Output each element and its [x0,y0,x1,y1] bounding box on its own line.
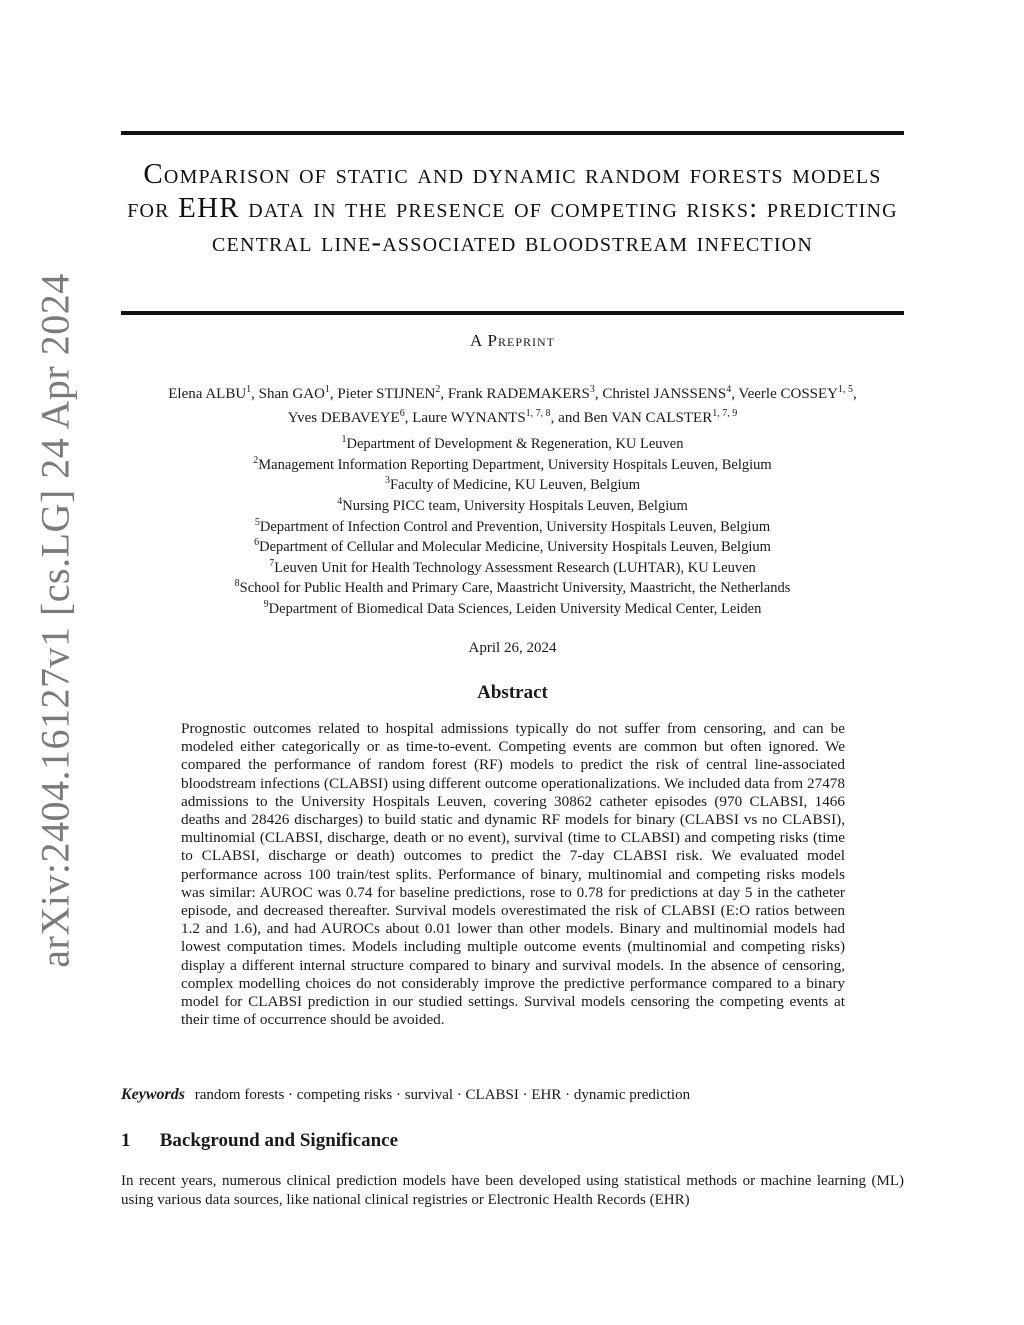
publication-date: April 26, 2024 [468,640,557,656]
title-top-rule [121,131,904,135]
author: Veerle COSSEY$^{1, 5}$, [738,384,857,402]
abstract-heading: Abstract [477,682,548,703]
author: Elena ALBU$^1$, [168,384,259,402]
affiliation: $^7$Leuven Unit for Health Technology Assessment Research (LUHTAR), KU Leuven [269,557,756,576]
title-bottom-rule [121,311,904,315]
paper-title: Comparison of static and dynamic random forests models for EHR data in the presence of competing risks: predicting central line-associated bloodstream infection [127,158,898,258]
author: Laure WYNANTS$^{1, 7, 8}$, and [412,408,584,426]
body-paragraph: In recent years, numerous clinical prediction models have been developed using statistical methods or machine learning (ML) using various data sources, like national clinical registries or Electronic Health Records (EHR) [121,1173,904,1208]
section-number: 1 [121,1130,131,1151]
author: Christel JANSSENS$^4$, [602,384,739,402]
section-heading [121,1130,904,1152]
affiliation: $^8$School for Public Health and Primary Care, Maastricht University, Maastricht, the Netherlands [234,578,791,597]
affiliation: $^1$Department of Development & Regeneration, KU Leuven [341,434,684,452]
preprint-label: A Preprint [469,331,556,350]
author-list [110,380,915,428]
affiliation: $^3$Faculty of Medicine, KU Leuven, Belgium [384,475,641,494]
section-title: Background and Significance [159,1130,399,1151]
affiliation-list [121,432,904,618]
keywords-line [121,1086,904,1104]
affiliation: $^5$Department of Infection Control and Prevention, University Hospitals Leuven, Belgium [254,516,771,535]
abstract-text: Prognostic outcomes related to hospital admissions typically do not suffer from censoring, and can be modeled either categorically or as time-to-event. Competing events are common but often ignored. We compared the performance of random forest (RF) models to predict the risk of central line-associated bloodstream infections (CLABSI) using different outcome operationalizations. We included data from 27478 admissions to the University Hospitals Leuven, covering 30862 catheter episodes (970 CLABSI, 1466 deaths and 28426 discharges) to build static and dynamic RF models for binary (CLABSI vs no CLABSI), multinomial (CLABSI, discharge, death or no event), survival (time to CLABSI) and competing risks (time to CLABSI, discharge or death) outcomes to predict the 7-day CLABSI risk. We evaluated model performance across 100 train/test splits. Performance of binary, multinomial and competing risks models was similar: AUROC was 0.74 for baseline predictions, rose to 0.78 for predictions at day 5 in the catheter episode, and decreased thereafter. Survival models overestimated the risk of CLABSI (E:O ratios between 1.2 and 1.6), and had AUROCs about 0.01 lower than other models. Binary and multinomial models had lowest computation times. Models including multiple outcome events (multinomial and competing risks) display a different internal structure compared to binary and survival models. In the absence of censoring, complex modelling choices do not considerably improve the predictive performance compared to a binary model for CLABSI prediction in our studied settings. Survival models censoring the competing events at their time of occurrence should be avoided. [181,720,845,1029]
author: Pieter STIJNEN$^2$, [337,384,448,402]
affiliation: $^9$Department of Biomedical Data Sciences, Leiden University Medical Center, Leiden [263,599,762,617]
keywords-list: random forests · competing risks · survival · CLABSI · EHR · dynamic prediction [194,1087,691,1103]
author: Ben VAN CALSTER$^{1, 7, 9}$ [583,408,738,426]
affiliation: $^6$Department of Cellular and Molecular Medicine, University Hospitals Leuven, Belgium [254,537,771,555]
keywords-label: Keywords [121,1086,185,1103]
arxiv-sidebar-identifier [30,260,80,980]
affiliation: $^4$Nursing PICC team, University Hospitals Leuven, Belgium [337,495,688,514]
author: Frank RADEMAKERS$^3$, [447,384,603,402]
arxiv-id-text: arXiv:2404.16127v1 [cs.LG] 24 Apr 2024 [32,272,78,968]
author: Yves DEBAVEYE$^6$, [287,408,413,426]
affiliation: $^2$Management Information Reporting Department, University Hospitals Leuven, Belgium [253,454,772,473]
author: Shan GAO$^1$, [258,384,338,402]
